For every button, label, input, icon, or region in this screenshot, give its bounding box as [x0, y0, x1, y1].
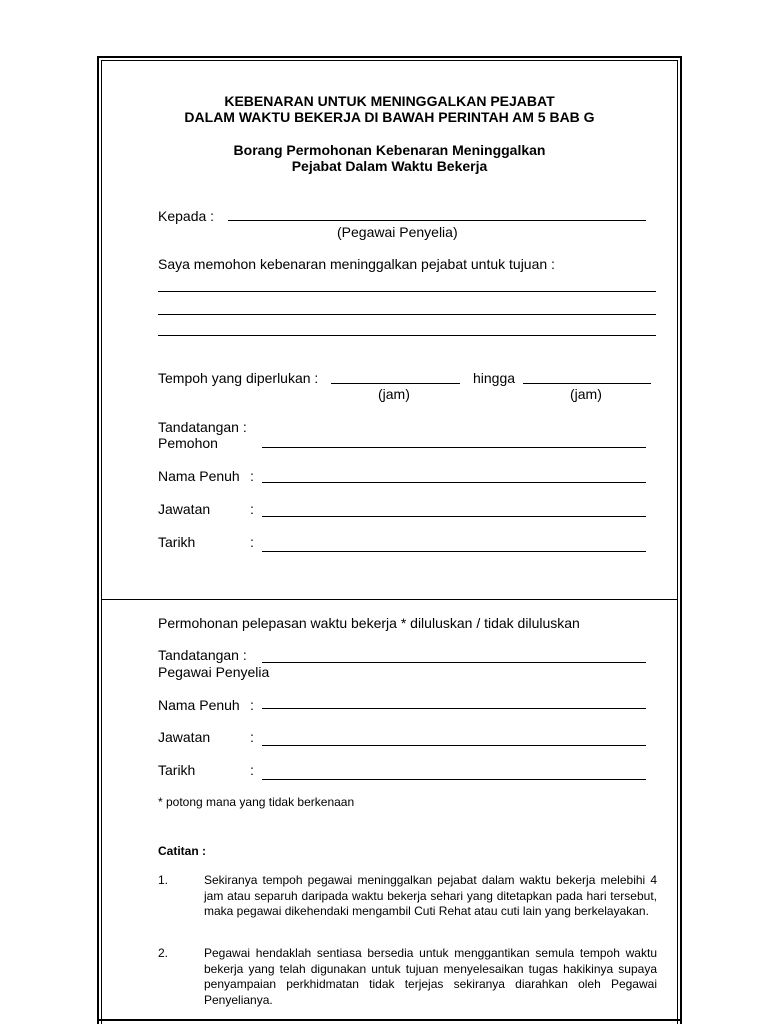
colon: :	[250, 501, 254, 517]
period-end-hint: (jam)	[570, 386, 602, 402]
colon: :	[250, 697, 254, 713]
supervisor-signature-field[interactable]	[262, 662, 646, 663]
applicant-date-label: Tarikh	[158, 534, 196, 550]
applicant-signature-field[interactable]	[262, 447, 646, 448]
note-number: 1.	[158, 873, 169, 887]
footnote: * potong mana yang tidak berkenaan	[158, 795, 355, 809]
form-title-line1: KEBENARAN UNTUK MENINGGALKAN PEJABAT	[224, 93, 555, 109]
applicant-fullname-label: Nama Penuh	[158, 468, 240, 484]
colon: :	[250, 468, 254, 484]
applicant-position-label: Jawatan	[158, 501, 211, 517]
notes-heading: Catitan :	[158, 844, 206, 858]
colon: :	[250, 534, 254, 550]
period-start-hint: (jam)	[378, 386, 410, 402]
supervisor-signature-sublabel: Pegawai Penyelia	[158, 664, 270, 680]
period-start-field[interactable]	[331, 383, 460, 384]
note-text: Pegawai hendaklah sentiasa bersedia untuk menggantikan semula tempoh waktu bekerja yang telah digunakan untuk tujuan menyelesaikan tugas hakikinya supaya penyampaian perkhidmatan tidak terjejas sekiranya diarahkan oleh Pegawai Penyelianya.	[204, 946, 657, 1007]
kepada-label: Kepada :	[158, 208, 215, 224]
supervisor-position-field[interactable]	[262, 745, 646, 746]
purpose-field-line2[interactable]	[158, 314, 656, 315]
supervisor-signature-label: Tandatangan :	[158, 647, 247, 663]
colon: :	[250, 762, 254, 778]
applicant-signature-sublabel: Pemohon	[158, 435, 218, 451]
form-bottom-border	[97, 1019, 682, 1021]
applicant-date-field[interactable]	[262, 551, 646, 552]
applicant-position-field[interactable]	[262, 516, 646, 517]
note-number: 2.	[158, 946, 169, 960]
until-label: hingga	[473, 370, 516, 386]
colon: :	[250, 729, 254, 745]
supervisor-fullname-field[interactable]	[262, 708, 646, 709]
purpose-field-line1[interactable]	[158, 291, 656, 292]
kepada-field[interactable]	[228, 220, 646, 221]
form-subtitle-line2: Pejabat Dalam Waktu Bekerja	[291, 158, 488, 174]
supervisor-date-label: Tarikh	[158, 762, 196, 778]
purpose-label: Saya memohon kebenaran meninggalkan pejabat untuk tujuan :	[158, 256, 555, 272]
supervisor-fullname-label: Nama Penuh	[158, 697, 240, 713]
form-title-line2: DALAM WAKTU BEKERJA DI BAWAH PERINTAH AM 5 BAB G	[184, 109, 595, 125]
supervisor-position-label: Jawatan	[158, 729, 211, 745]
approval-text: Permohonan pelepasan waktu bekerja * diluluskan / tidak diluluskan	[158, 615, 580, 631]
period-label: Tempoh yang diperlukan :	[158, 370, 319, 386]
supervisor-date-field[interactable]	[262, 779, 646, 780]
period-end-field[interactable]	[523, 383, 651, 384]
applicant-signature-label: Tandatangan :	[158, 419, 247, 435]
purpose-field-line3[interactable]	[158, 335, 656, 336]
section-divider	[101, 599, 678, 600]
applicant-fullname-field[interactable]	[262, 482, 646, 483]
note-text: Sekiranya tempoh pegawai meninggalkan pejabat dalam waktu bekerja melebihi 4 jam atau separuh daripada waktu bekerja sehari yang ditetapkan pada hari tersebut, maka pegawai dikehendaki mengambil Cuti Rehat atau cuti lain yang berkelayakan.	[204, 873, 657, 918]
form-subtitle-line1: Borang Permohonan Kebenaran Meninggalkan	[233, 142, 546, 158]
kepada-hint: (Pegawai Penyelia)	[337, 224, 458, 240]
